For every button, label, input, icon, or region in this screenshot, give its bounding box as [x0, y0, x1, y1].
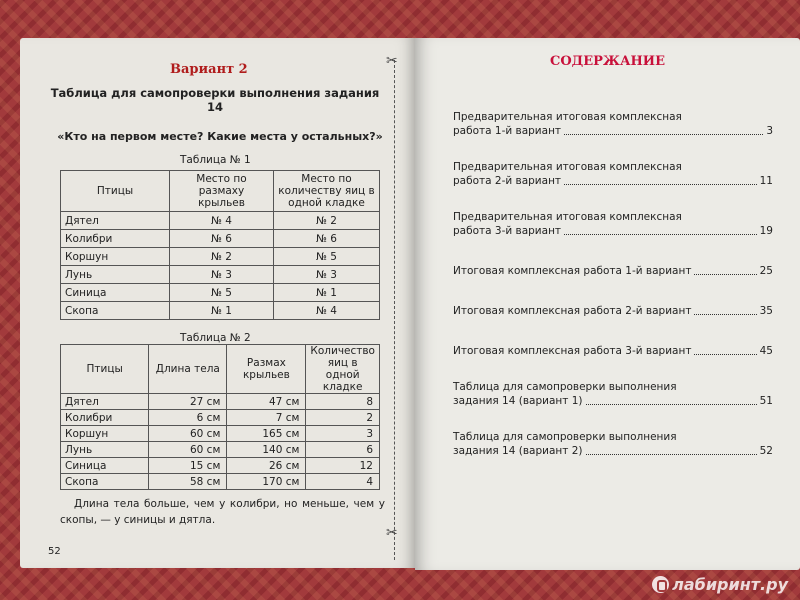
table-row — [61, 302, 380, 320]
watermark-text: лабиринт.ру — [672, 575, 788, 594]
table-cell: 47 см — [227, 394, 306, 410]
table-cell: 26 см — [227, 458, 306, 474]
table-cell: № 1 — [170, 302, 274, 320]
table-header: Птицы — [61, 345, 149, 394]
cut-line — [394, 60, 395, 560]
table-cell: 2 — [306, 410, 380, 426]
scissors-icon: ✂ — [386, 525, 398, 541]
table-cell: № 5 — [274, 248, 380, 266]
table-cell: Синица — [61, 458, 149, 474]
question-text: «Кто на первом месте? Какие места у остальных?» — [57, 130, 383, 143]
table-cell: № 5 — [170, 284, 274, 302]
toc-entry — [453, 380, 773, 408]
table-cell: Коршун — [61, 426, 149, 442]
table-cell: Колибри — [61, 230, 170, 248]
page-number: 52 — [48, 546, 61, 557]
table-cell: Колибри — [61, 410, 149, 426]
table-cell: 165 см — [227, 426, 306, 442]
toc-entry-title: Итоговая комплексная работа 1-й вариант — [453, 265, 692, 277]
toc-page-number: 11 — [759, 175, 773, 187]
table-row — [61, 266, 380, 284]
table-row — [61, 248, 380, 266]
toc-leader-dots — [564, 184, 757, 185]
variant-title: Вариант 2 — [170, 62, 248, 77]
scissors-icon: ✂ — [386, 53, 398, 69]
table-row — [61, 230, 380, 248]
table-cell: Скопа — [61, 302, 170, 320]
toc-entry-title: работа 3-й вариант — [453, 225, 562, 237]
toc-entry-title: Предварительная итоговая комплексная — [453, 211, 682, 223]
toc-entry-title: задания 14 (вариант 1) — [453, 395, 583, 407]
table1 — [60, 170, 380, 320]
watermark — [652, 575, 788, 594]
table-cell: Дятел — [61, 212, 170, 230]
table-cell: № 2 — [170, 248, 274, 266]
toc-entry-title: задания 14 (вариант 2) — [453, 445, 583, 457]
toc-page-number: 51 — [759, 395, 773, 407]
labirint-logo-icon — [652, 576, 669, 593]
table-row — [61, 394, 380, 410]
toc-entry — [453, 110, 773, 138]
right-page — [415, 38, 800, 570]
toc-entry-title: Таблица для самопроверки выполнения — [453, 381, 677, 393]
toc-entry — [453, 210, 773, 238]
toc-leader-dots — [694, 274, 756, 275]
toc-entry-title: Итоговая комплексная работа 3-й вариант — [453, 345, 692, 357]
table-header: Размах крыльев — [227, 345, 306, 394]
table-header: Птицы — [61, 171, 170, 212]
note-text: Длина тела больше, чем у колибри, но меньше, чем у скопы, — у синицы и дятла. — [60, 498, 385, 526]
left-page — [20, 38, 415, 568]
toc-leader-dots — [586, 404, 757, 405]
table-header: Длина тела — [149, 345, 227, 394]
table-cell: № 4 — [274, 302, 380, 320]
toc-leader-dots — [694, 314, 756, 315]
toc-leader-dots — [694, 354, 756, 355]
toc-page-number: 45 — [759, 345, 773, 357]
table-cell: 3 — [306, 426, 380, 442]
table-cell: 12 — [306, 458, 380, 474]
open-book — [20, 38, 798, 570]
table-cell: Коршун — [61, 248, 170, 266]
table-cell: 60 см — [149, 426, 227, 442]
table-row — [61, 442, 380, 458]
table-header: Место по размаху крыльев — [170, 171, 274, 212]
table-cell: Скопа — [61, 474, 149, 490]
table-row — [61, 284, 380, 302]
table-cell: 27 см — [149, 394, 227, 410]
table-row — [61, 458, 380, 474]
toc-page-number: 19 — [759, 225, 773, 237]
table-header-row — [61, 345, 380, 394]
toc-page-number: 25 — [759, 265, 773, 277]
table-cell: № 1 — [274, 284, 380, 302]
toc-entry — [453, 344, 773, 358]
toc-entry — [453, 160, 773, 188]
table-header: Количество яиц в одной кладке — [306, 345, 380, 394]
table-cell: 6 — [306, 442, 380, 458]
table-row — [61, 410, 380, 426]
contents-title: СОДЕРЖАНИЕ — [549, 54, 666, 69]
table-row — [61, 474, 380, 490]
table-cell: № 4 — [170, 212, 274, 230]
toc-entry — [453, 304, 773, 318]
table-cell: 6 см — [149, 410, 227, 426]
toc-entry-title: Предварительная итоговая комплексная — [453, 111, 682, 123]
toc-leader-dots — [564, 234, 757, 235]
table-cell: 170 см — [227, 474, 306, 490]
table-cell: Лунь — [61, 266, 170, 284]
toc-leader-dots — [586, 454, 757, 455]
table-cell: 7 см — [227, 410, 306, 426]
table-cell: Дятел — [61, 394, 149, 410]
table-cell: Синица — [61, 284, 170, 302]
toc-page-number: 3 — [766, 125, 773, 137]
toc-entry-title: работа 2-й вариант — [453, 175, 562, 187]
toc-entry-title: Таблица для самопроверки выполнения — [453, 431, 677, 443]
table-cell: 4 — [306, 474, 380, 490]
table-cell: 15 см — [149, 458, 227, 474]
table-cell: 140 см — [227, 442, 306, 458]
toc-leader-dots — [564, 134, 763, 135]
table-cell: № 3 — [274, 266, 380, 284]
table1-caption: Таблица № 1 — [180, 154, 251, 166]
table-row — [61, 426, 380, 442]
toc-page-number: 52 — [759, 445, 773, 457]
table-title: Таблица для самопроверки выполнения задания 14 — [50, 86, 380, 114]
table-header-row — [61, 171, 380, 212]
table-cell: № 6 — [274, 230, 380, 248]
table-header: Место по количеству яиц в одной кладке — [274, 171, 380, 212]
toc-entry — [453, 430, 773, 458]
table-cell: № 3 — [170, 266, 274, 284]
table-cell: 60 см — [149, 442, 227, 458]
table-cell: 58 см — [149, 474, 227, 490]
toc-entry-title: Предварительная итоговая комплексная — [453, 161, 682, 173]
table-row — [61, 212, 380, 230]
table2 — [60, 344, 380, 490]
table-cell: № 2 — [274, 212, 380, 230]
toc-entry-title: работа 1-й вариант — [453, 125, 562, 137]
table-of-contents — [453, 110, 773, 458]
table-cell: 8 — [306, 394, 380, 410]
toc-entry — [453, 264, 773, 278]
toc-page-number: 35 — [759, 305, 773, 317]
toc-entry-title: Итоговая комплексная работа 2-й вариант — [453, 305, 692, 317]
table-cell: № 6 — [170, 230, 274, 248]
table-cell: Лунь — [61, 442, 149, 458]
table2-caption: Таблица № 2 — [180, 332, 251, 344]
